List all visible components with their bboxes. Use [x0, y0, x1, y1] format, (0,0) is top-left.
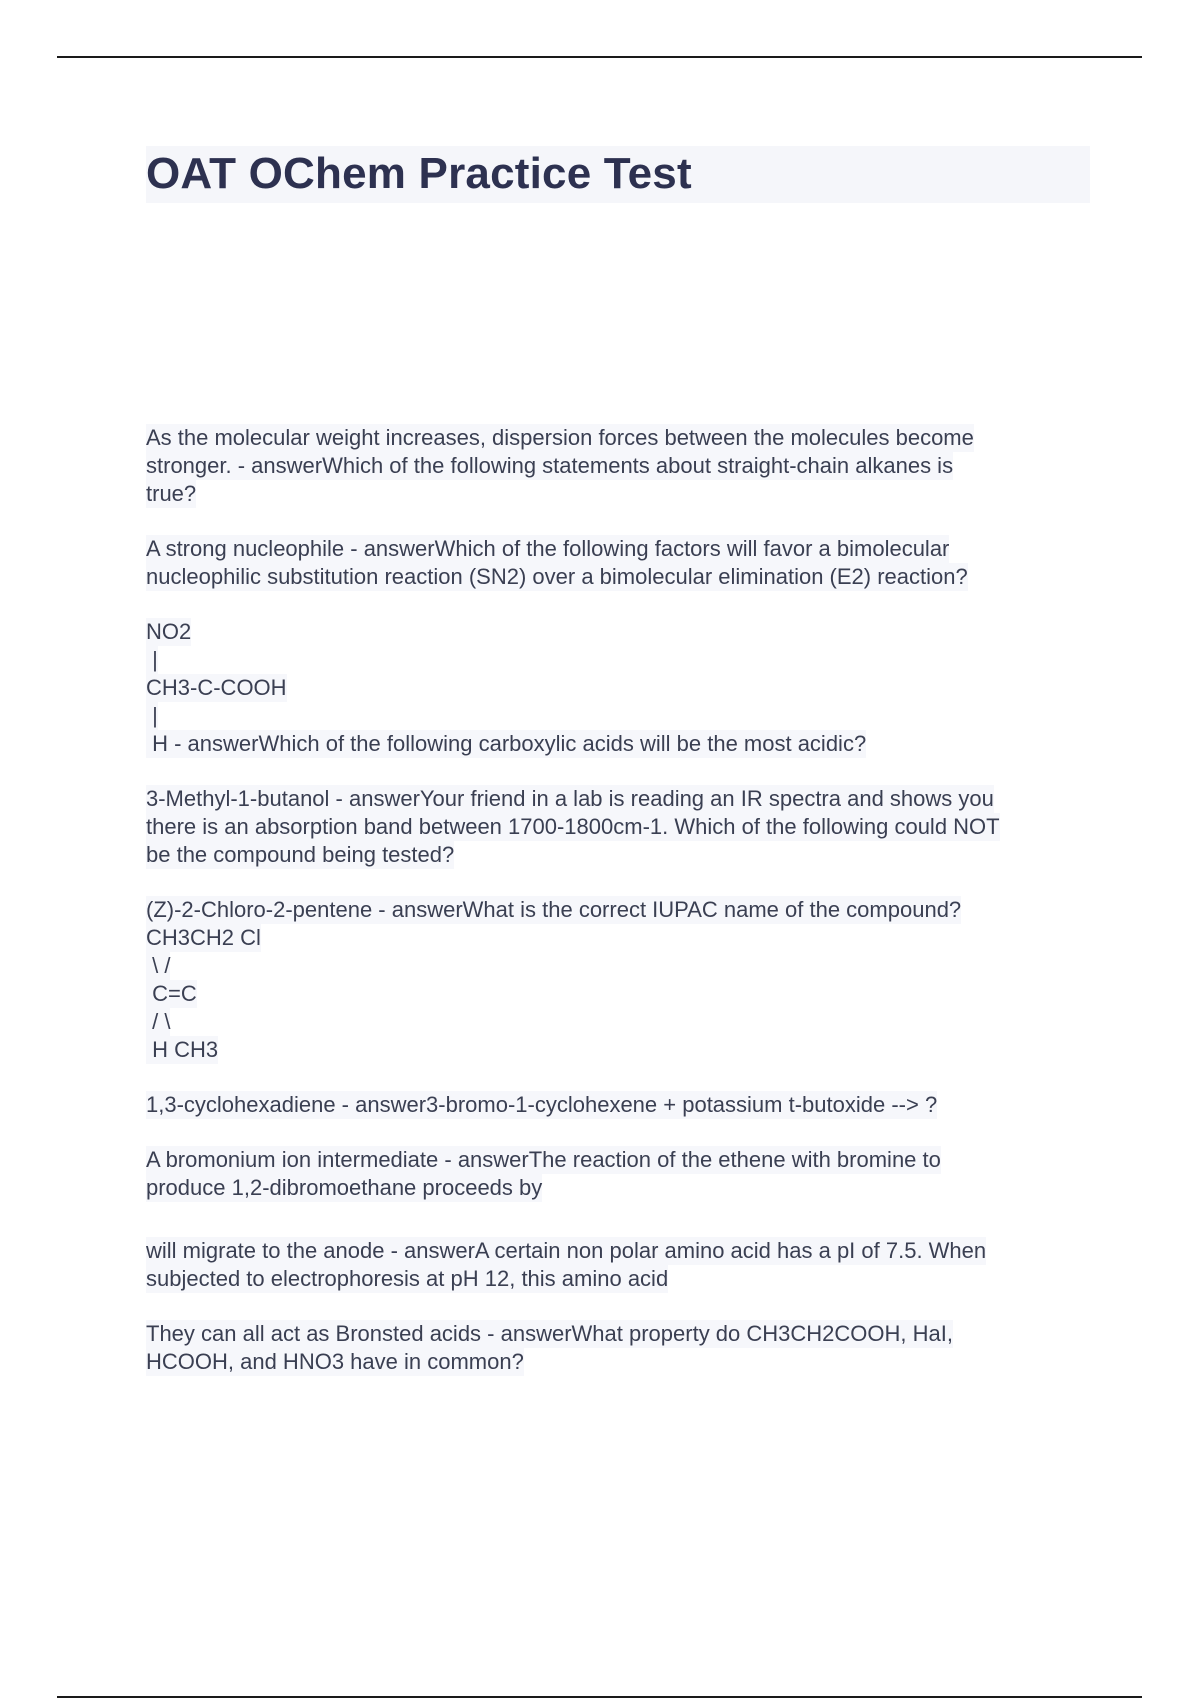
qa-entry-9 [146, 1320, 1096, 1376]
text-line: | [146, 647, 158, 672]
text-line: As the molecular weight increases, dispersion forces between the molecules become [146, 425, 974, 450]
text-line: 1,3-cyclohexadiene - answer3-bromo-1-cyclohexene + potassium t-butoxide --> ? [146, 1092, 938, 1117]
text-line: They can all act as Bronsted acids - answerWhat property do CH3CH2COOH, HaI, [146, 1321, 953, 1346]
qa-entry-8 [146, 1237, 1096, 1293]
text-line: stronger. - answerWhich of the following statements about straight-chain alkanes is [146, 453, 954, 478]
qa-entry-3 [146, 618, 1096, 758]
qa-entry-5 [146, 896, 1096, 1064]
text-line: \ / [146, 953, 171, 978]
text-line: | [146, 703, 158, 728]
bottom-rule [57, 1696, 1142, 1698]
text-line: H CH3 [146, 1037, 219, 1062]
text-line: produce 1,2-dibromoethane proceeds by [146, 1175, 543, 1200]
text-line: A strong nucleophile - answerWhich of the following factors will favor a bimolecular [146, 536, 950, 561]
text-line: (Z)-2-Chloro-2-pentene - answerWhat is the correct IUPAC name of the compound? [146, 897, 962, 922]
text-line: be the compound being tested? [146, 842, 455, 867]
text-line: will migrate to the anode - answerA certain non polar amino acid has a pI of 7.5. When [146, 1238, 987, 1263]
page-title: OAT OChem Practice Test [146, 149, 692, 198]
text-line: CH3-C-COOH [146, 675, 287, 700]
qa-entry-7 [146, 1146, 1096, 1202]
text-line: true? [146, 481, 197, 506]
text-line: C=C [146, 981, 197, 1006]
qa-entry-6 [146, 1091, 1096, 1119]
qa-list [146, 424, 1096, 1403]
text-line: A bromonium ion intermediate - answerThe reaction of the ethene with bromine to [146, 1147, 941, 1172]
text-line: HCOOH, and HNO3 have in common? [146, 1349, 524, 1374]
text-line: H - answerWhich of the following carboxylic acids will be the most acidic? [146, 731, 867, 756]
text-line: there is an absorption band between 1700-1800cm-1. Which of the following could NOT [146, 814, 1000, 839]
qa-entry-1 [146, 424, 1096, 508]
qa-entry-2 [146, 535, 1096, 591]
text-line: NO2 [146, 619, 192, 644]
top-rule [57, 56, 1142, 58]
text-line: 3-Methyl-1-butanol - answerYour friend in a lab is reading an IR spectra and shows you [146, 786, 994, 811]
qa-entry-4 [146, 785, 1096, 869]
text-line: CH3CH2 Cl [146, 925, 261, 950]
text-line: subjected to electrophoresis at pH 12, this amino acid [146, 1266, 669, 1291]
text-line: nucleophilic substitution reaction (SN2) over a bimolecular elimination (E2) reaction? [146, 564, 968, 589]
text-line: / \ [146, 1009, 171, 1034]
